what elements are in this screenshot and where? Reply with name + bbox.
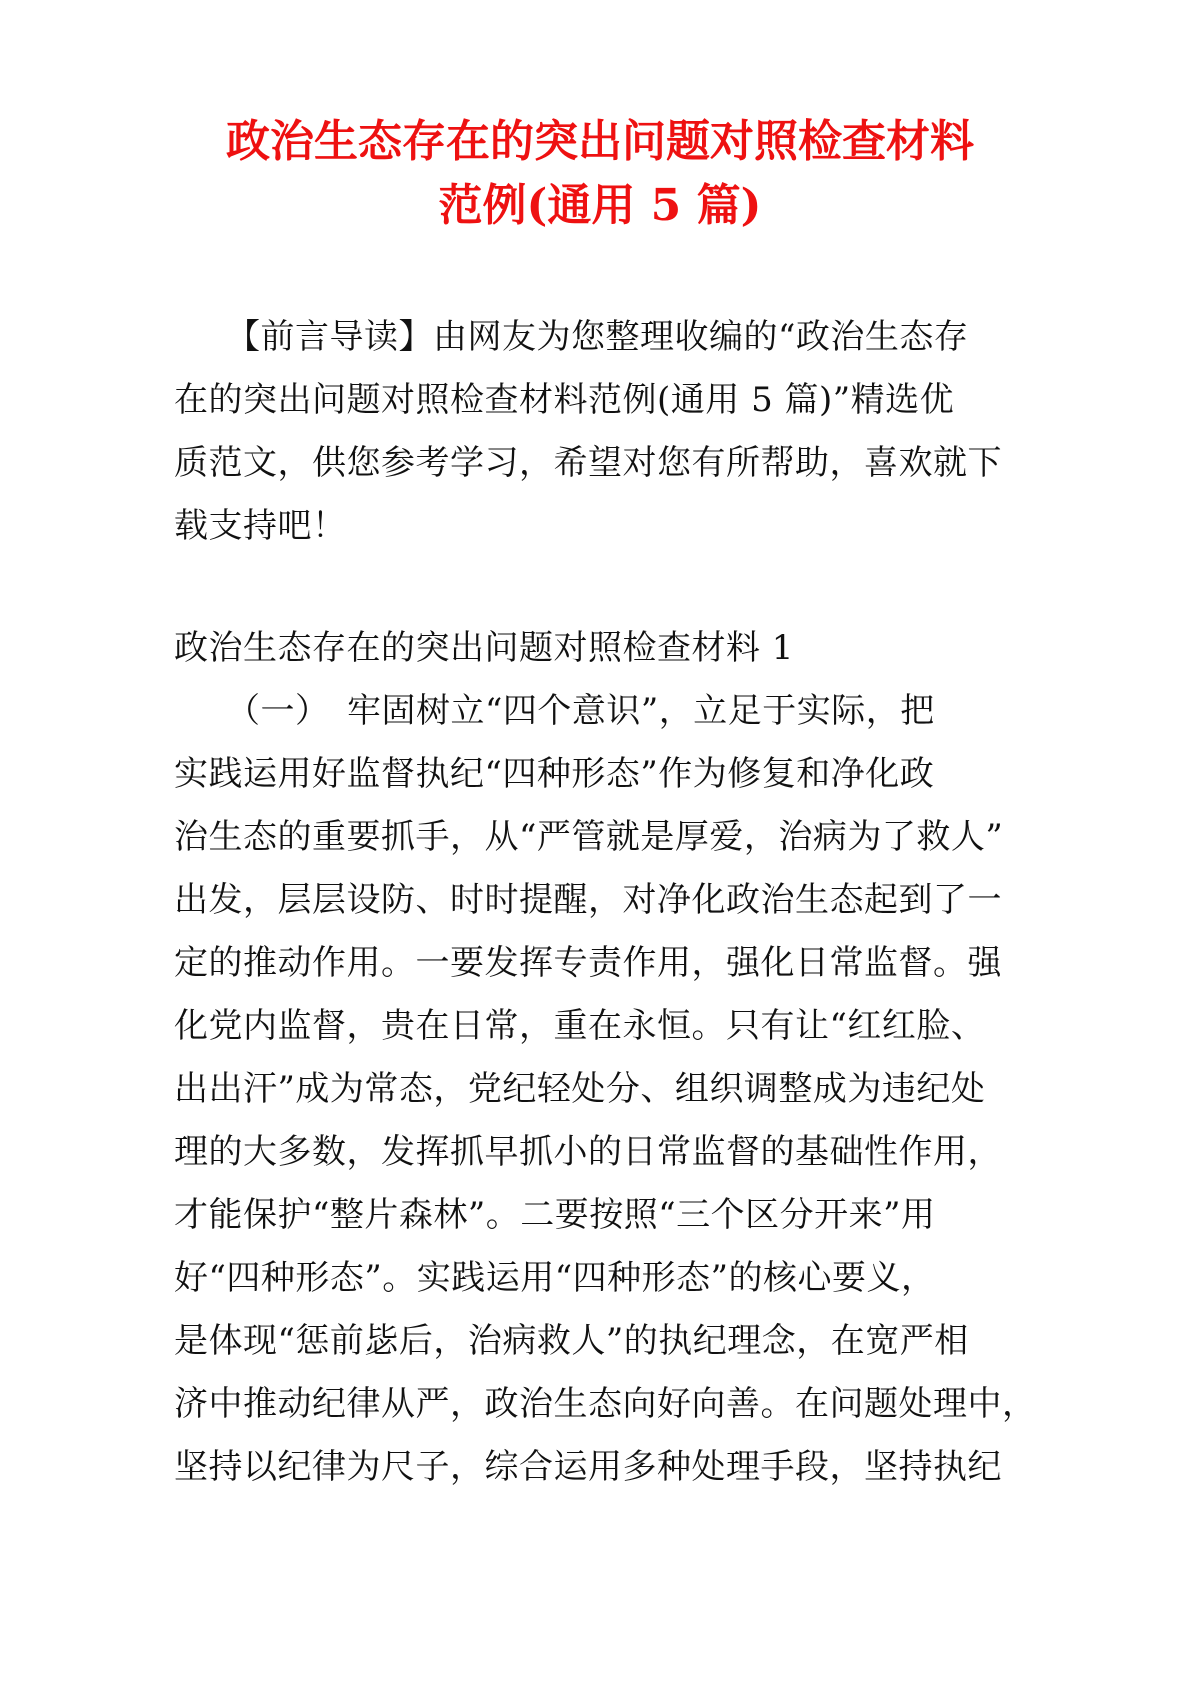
body-line: 理的大多数，发挥抓早抓小的日常监督的基础性作用， [174, 1132, 1002, 1172]
body-line: 定的推动作用。一要发挥专责作用，强化日常监督。强 [174, 943, 1002, 983]
intro-line: 在的突出问题对照检查材料范例(通用 5 篇)”精选优 [174, 380, 955, 420]
intro-line: 质范文，供您参考学习，希望对您有所帮助，喜欢就下 [174, 443, 1002, 483]
title-line: 政治生态存在的突出问题对照检查材料 [226, 116, 974, 167]
section-heading: 政治生态存在的突出问题对照检查材料 1 [174, 628, 794, 668]
body-line: 出出汗”成为常态，党纪轻处分、组织调整成为违纪处 [174, 1069, 986, 1109]
body-line: 才能保护“整片森林”。二要按照“三个区分开来”用 [174, 1195, 936, 1235]
body-line: 出发，层层设防、时时提醒，对净化政治生态起到了一 [174, 880, 1002, 920]
section-1 [174, 617, 1044, 1499]
body-line: 治生态的重要抓手，从“严管就是厚爱，治病为了救人” [174, 817, 1004, 857]
title-line: 范例(通用 5 篇) [438, 180, 762, 231]
body-line: 实践运用好监督执纪“四种形态”作为修复和净化政 [174, 754, 935, 794]
intro-paragraph [174, 306, 1044, 558]
body-line: 好“四种形态”。实践运用“四种形态”的核心要义， [174, 1258, 936, 1298]
body-line: 坚持以纪律为尺子，综合运用多种处理手段，坚持执纪 [174, 1447, 1002, 1487]
intro-line: 【前言导读】由网友为您整理收编的“政治生态存 [174, 317, 969, 357]
document-title [120, 110, 1080, 238]
body-line: 是体现“惩前毖后，治病救人”的执纪理念，在宽严相 [174, 1321, 969, 1361]
body-line: （一） 牢固树立“四个意识”，立足于实际，把 [174, 691, 935, 731]
body-line: 济中推动纪律从严，政治生态向好向善。在问题处理中， [174, 1384, 1037, 1424]
body-line: 化党内监督，贵在日常，重在永恒。只有让“红红脸、 [174, 1006, 986, 1046]
intro-line: 载支持吧！ [174, 506, 347, 546]
